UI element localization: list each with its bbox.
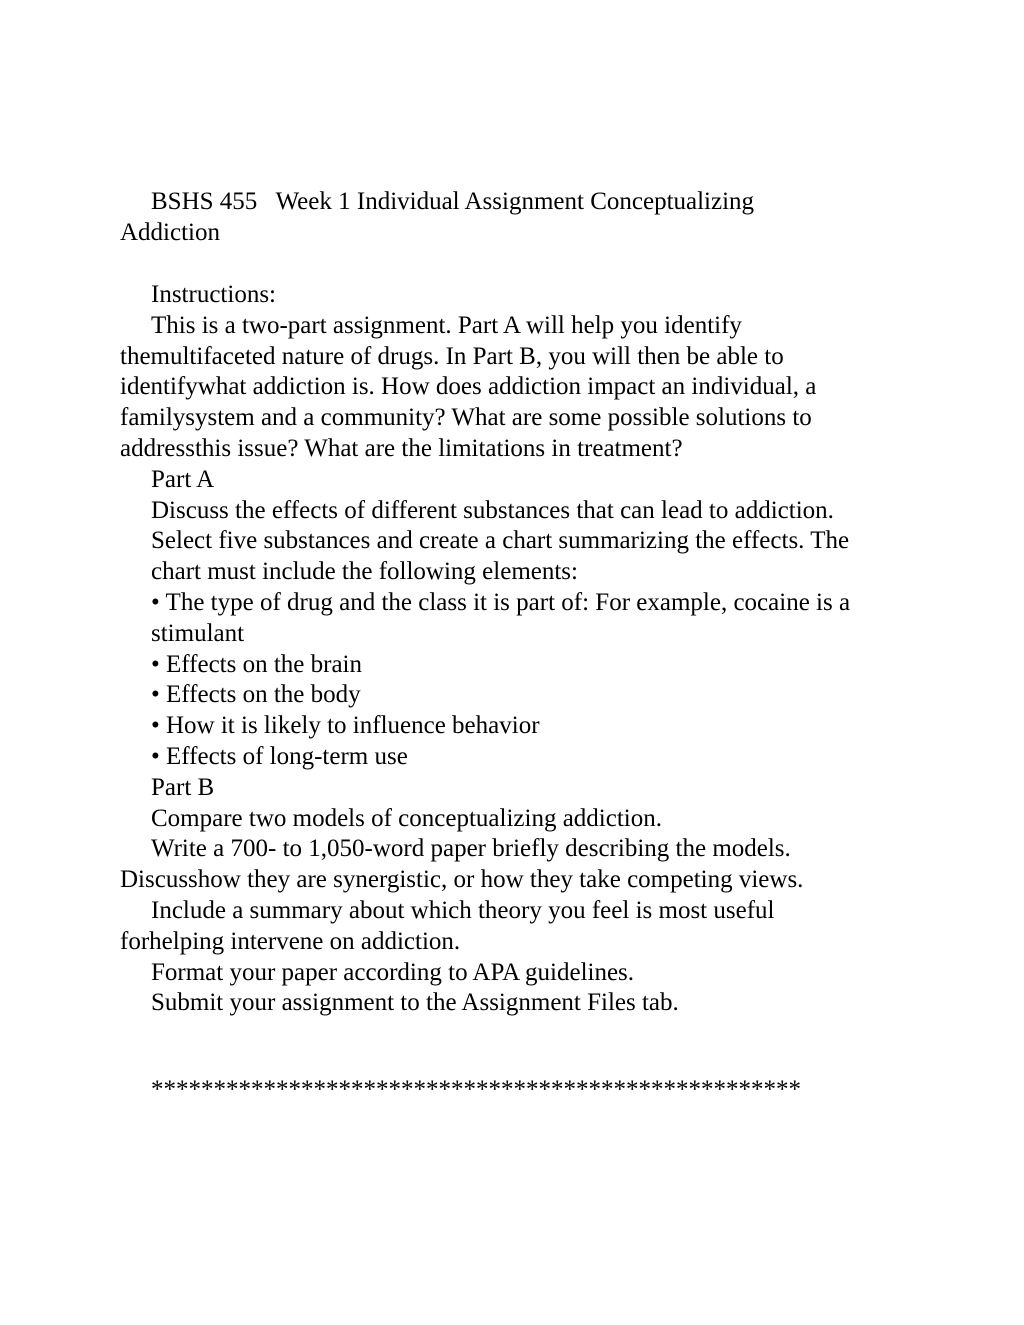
part-b-format-line: Format your paper according to APA guidelines. (151, 958, 635, 986)
part-a-bullet: • Effects on the body (151, 681, 361, 709)
instructions-section (120, 280, 920, 1019)
separator-line: **************************************************** (151, 1076, 801, 1103)
part-b-line: Compare two models of conceptualizing addiction. (151, 804, 662, 832)
part-a-bullet: • Effects on the brain (151, 650, 362, 678)
part-a-line: chart must include the following elements: (151, 558, 578, 586)
document-title (120, 187, 920, 249)
intro-line: identifywhat addiction is. How does addiction impact an individual, a (120, 373, 817, 401)
intro-line: This is a two-part assignment. Part A will help you identify (151, 311, 742, 339)
part-b-paragraph-line: Write a 700- to 1,050-word paper briefly describing the models. (151, 835, 791, 863)
intro-line: themultifaceted nature of drugs. In Part B, you will then be able to (120, 342, 784, 370)
part-a-bullet: • How it is likely to influence behavior (151, 712, 540, 740)
part-a-bullet: • The type of drug and the class it is part of: For example, cocaine is a (151, 588, 851, 616)
part-a-bullet: stimulant (151, 619, 245, 647)
part-a-bullet: • Effects of long-term use (151, 742, 408, 770)
intro-line: familysystem and a community? What are some possible solutions to (120, 404, 812, 432)
intro-line: addressthis issue? What are the limitations in treatment? (120, 434, 683, 462)
part-b-paragraph-line: forhelping intervene on addiction. (120, 927, 461, 955)
part-b-submit-line: Submit your assignment to the Assignment Files tab. (151, 989, 679, 1017)
part-b-paragraph-line: Discusshow they are synergistic, or how they take competing views. (120, 866, 804, 894)
instructions-heading: Instructions: (151, 281, 276, 308)
part-a-line: Discuss the effects of different substances that can lead to addiction. (151, 496, 834, 524)
part-b-paragraph-line: Include a summary about which theory you feel is most useful (151, 896, 775, 924)
title-line: BSHS 455 Week 1 Individual Assignment Conceptualizing (151, 188, 755, 215)
part-a-heading: Part A (151, 465, 215, 493)
title-line: Addiction (120, 218, 220, 246)
part-a-line: Select five substances and create a chart summarizing the effects. The (151, 527, 850, 555)
part-b-heading: Part B (151, 773, 215, 801)
